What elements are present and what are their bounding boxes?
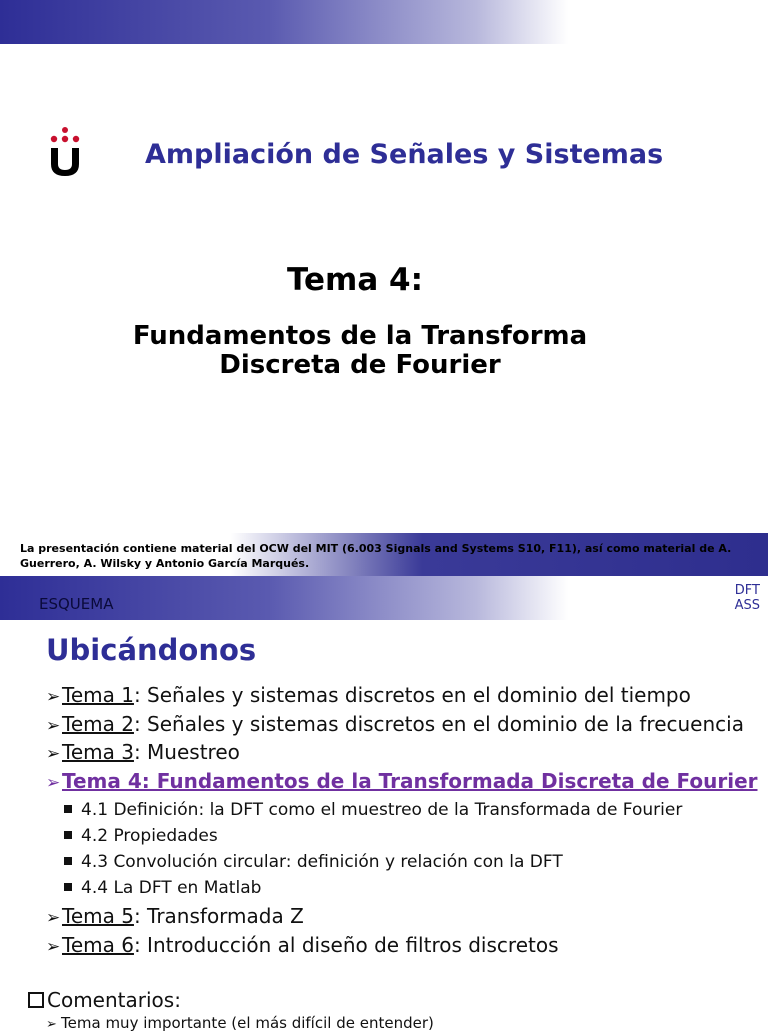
list-item-tema1 [46, 683, 691, 707]
arrow-bullet-icon: ➢ [46, 744, 61, 764]
comentarios-note [46, 1014, 434, 1032]
tema-subtitle [0, 322, 720, 380]
tema4-link[interactable]: Tema 4: Fundamentos de la Transformada Discreta de Fourier [62, 769, 758, 793]
comentarios-note-text: Tema muy importante (el más difícil de entender) [61, 1014, 434, 1032]
university-logo [46, 126, 84, 178]
arrow-bullet-icon: ➢ [46, 1017, 62, 1032]
list-item-tema3 [46, 740, 240, 764]
title-slide-top-bar [0, 0, 768, 44]
course-title: Ampliación de Señales y Sistemas [145, 139, 664, 170]
subitem-4-3 [64, 852, 563, 872]
credits-text [20, 541, 740, 571]
tema-subtitle-line2: Discreta de Fourier [219, 350, 501, 380]
arrow-bullet-icon: ➢ [46, 937, 61, 957]
tema1-text: : Señales y sistemas discretos en el dominio del tiempo [133, 683, 691, 707]
tema5-link[interactable]: Tema 5 [62, 904, 134, 928]
comentarios-heading [28, 988, 181, 1012]
tema2-text: : Señales y sistemas discretos en el dominio de la frecuencia [133, 712, 744, 736]
square-bullet-icon [64, 857, 72, 865]
subitem-4-2-text: 4.2 Propiedades [81, 826, 218, 846]
arrow-bullet-icon: ➢ [46, 687, 61, 707]
square-bullet-icon [64, 805, 72, 813]
arrow-bullet-icon: ➢ [46, 716, 61, 736]
esquema-header-bar [0, 576, 768, 620]
subitem-4-4-text: 4.4 La DFT en Matlab [81, 878, 262, 898]
square-bullet-icon [64, 831, 72, 839]
subitem-4-3-text: 4.3 Convolución circular: definición y relación con la DFT [81, 852, 563, 872]
tema-title: Tema 4: [286, 262, 424, 298]
tema3-text: : Muestreo [133, 740, 240, 764]
subitem-4-1-text: 4.1 Definición: la DFT como el muestreo de la Transformada de Fourier [81, 800, 683, 820]
corner-tag [718, 583, 760, 613]
section-title: Ubicándonos [46, 633, 257, 667]
comentarios-label: Comentarios: [47, 988, 181, 1012]
list-item-tema4-current [46, 769, 758, 793]
corner-tag-dft: DFT [734, 583, 760, 598]
tema5-text: : Transformada Z [133, 904, 304, 928]
square-bullet-icon [64, 883, 72, 891]
checkbox-bullet-icon [28, 992, 44, 1008]
tema1-link[interactable]: Tema 1 [62, 683, 134, 707]
tema2-link[interactable]: Tema 2 [62, 712, 134, 736]
list-item-tema5 [46, 904, 304, 928]
arrow-bullet-icon: ➢ [46, 908, 61, 928]
tema6-link[interactable]: Tema 6 [62, 933, 134, 957]
corner-tag-ass: ASS [734, 598, 760, 613]
credits-line2: Guerrero, A. Wilsky y Antonio García Marqués. [20, 557, 310, 570]
tema3-link[interactable]: Tema 3 [62, 740, 134, 764]
credits-line1: La presentación contiene material del OCW del MIT (6.003 Signals and Systems S10, F11), así como material de A. [20, 542, 732, 555]
subitem-4-4 [64, 878, 261, 898]
list-item-tema6 [46, 933, 559, 957]
tema6-text: : Introducción al diseño de filtros discretos [133, 933, 559, 957]
subitem-4-2 [64, 826, 218, 846]
subitem-4-1 [64, 800, 682, 820]
tema-subtitle-line1: Fundamentos de la Transforma [132, 321, 588, 351]
arrow-bullet-icon: ➢ [46, 773, 61, 793]
esquema-header: ESQUEMA [39, 595, 114, 613]
list-item-tema2 [46, 712, 744, 736]
